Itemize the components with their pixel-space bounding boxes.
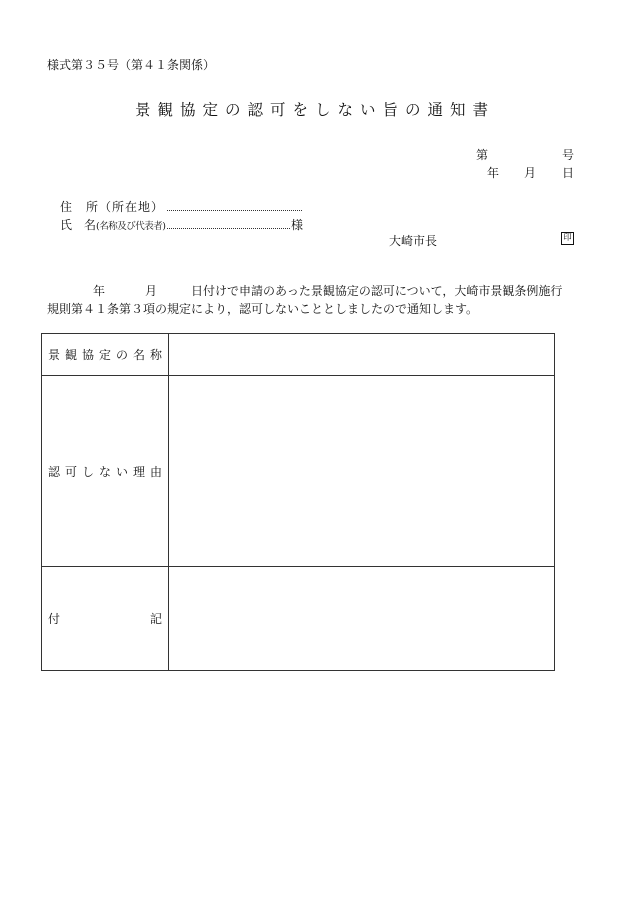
agreement-name-label: 景観協定の名称 [42, 334, 169, 376]
remarks-label-a: 付 [48, 612, 61, 626]
address-field-line[interactable] [167, 210, 302, 211]
remarks-label [42, 567, 169, 671]
remarks-label-b: 記 [149, 612, 162, 626]
doc-number-gou: 号 [562, 148, 575, 162]
date-year-label: 年 [487, 166, 500, 180]
body-month: 月 [145, 284, 158, 298]
body-year: 年 [93, 284, 106, 298]
table-row-agreement-name [42, 334, 555, 376]
seal-mark: 印 [561, 232, 574, 245]
reason-value[interactable] [169, 376, 555, 567]
address-label: 住 所（所在地） [60, 200, 165, 214]
date-day-label: 日 [562, 166, 575, 180]
body-text-line-1 [47, 282, 562, 299]
reason-label: 認可しない理由 [42, 376, 169, 567]
notice-table [41, 333, 555, 671]
document-title: 景観協定の認可をしない旨の通知書 [134, 101, 495, 119]
sender-mayor: 大崎市長 [389, 234, 438, 248]
agreement-name-value[interactable] [169, 334, 555, 376]
honorific-sama: 様 [291, 218, 304, 232]
date-month-label: 月 [524, 166, 537, 180]
name-field-line[interactable] [167, 228, 290, 229]
table-row-reason [42, 376, 555, 567]
form-number: 様式第３５号（第４１条関係） [47, 58, 216, 72]
doc-number-dai: 第 [476, 148, 489, 162]
name-label-prefix: 氏 名 [60, 218, 97, 232]
name-label [60, 216, 165, 233]
table-row-remarks [42, 567, 555, 671]
body-text-line-2: 規則第４１条第３項の規定により，認可しないこととしましたので通知します。 [47, 302, 479, 316]
remarks-value[interactable] [169, 567, 555, 671]
name-label-note: (名称及び代表者) [96, 221, 166, 232]
body-text-1: 日付けで申請のあった景観協定の認可について，大崎市景観条例施行 [191, 284, 563, 298]
